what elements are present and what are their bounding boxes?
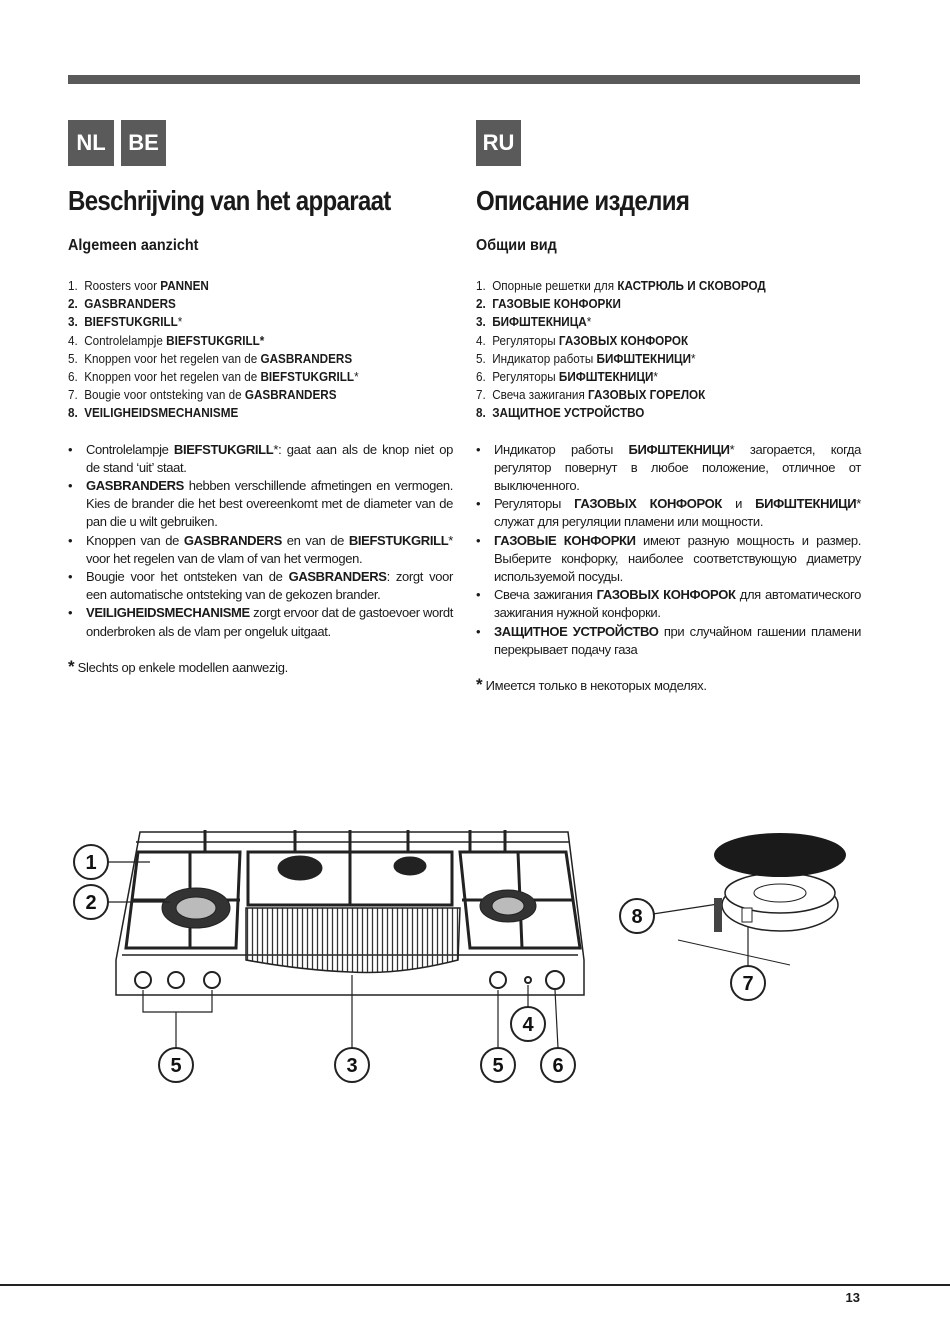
language-badge-ru: RU: [476, 120, 521, 166]
list-item: 3. BIEFSTUKGRILL*: [68, 314, 183, 330]
language-badge-nl: NL: [68, 120, 114, 166]
burner-detail: [678, 833, 846, 965]
list-item: • VEILIGHEIDSMECHANISME zorgt ervoor dat de gastoevoer wordt onderbroken als de vlam per ongeluk uitgaat.: [68, 604, 453, 640]
list-item: 2. GASBRANDERS: [68, 296, 176, 312]
section-heading: Общии вид: [476, 237, 557, 254]
language-badge-be: BE: [121, 120, 166, 166]
callout-label: 1: [85, 852, 97, 874]
list-item: • Controlelampje BIEFSTUKGRILL*: gaat aan als de knop niet op de stand ‘uit’ staat.: [68, 441, 453, 477]
list-item: • Свеча зажигания ГАЗОВЫХ КОНФОРОК для автоматического зажигания нужной конфорки.: [476, 586, 861, 622]
section-heading: Algemeen aanzicht: [68, 237, 199, 254]
callout-label: 3: [346, 1055, 358, 1077]
bottom-rule: [0, 1284, 950, 1286]
grill-plate: [246, 908, 460, 973]
list-item: 1. Roosters voor PANNEN: [68, 278, 209, 293]
callout-label: 5: [492, 1055, 504, 1077]
control-knobs: [135, 971, 564, 989]
list-item: • ЗАЩИТНОЕ УСТРОЙСТВО при случайном гашении пламени перекрывает подачу газа: [476, 623, 861, 659]
page-title: Описание изделия: [476, 185, 690, 216]
list-item: 1. Опорные решетки для КАСТРЮЛЬ И СКОВОРОД: [476, 278, 766, 293]
footnote: * Slechts op enkele modellen aanwezig.: [68, 656, 288, 676]
footnote: * Имеется только в некоторых моделях.: [476, 675, 707, 695]
list-item: • Регуляторы ГАЗОВЫХ КОНФОРОК и БИФШТЕКНИЦИ* служат для регуляции пламени или мощности.: [476, 495, 861, 531]
list-item: 5. Knoppen voor het regelen van de GASBRANDERS: [68, 350, 353, 366]
page-title: Beschrijving van het apparaat: [68, 185, 391, 216]
list-item: 5. Индикатор работы БИФШТЕКНИЦИ*: [476, 350, 696, 366]
page-number: 13: [845, 1290, 860, 1305]
callout-label: 8: [631, 906, 643, 928]
callout-label: 5: [170, 1055, 182, 1077]
list-item: • GASBRANDERS hebben verschillende afmetingen en vermogen. Kies de brander die het best overeenkomt met de diameter van de pan die u wilt gebruiken.: [68, 477, 453, 532]
list-item: 6. Knoppen voor het regelen van de BIEFSTUKGRILL*: [68, 369, 359, 385]
list-item: 7. Свеча зажигания ГАЗОВЫХ ГОРЕЛОК: [476, 387, 706, 403]
list-item: 7. Bougie voor ontsteking van de GASBRANDERS: [68, 387, 337, 403]
list-item: 4. Controlelampje BIEFSTUKGRILL*: [68, 332, 265, 348]
list-item: 8. ЗАЩИТНОЕ УСТРОЙСТВО: [476, 405, 645, 421]
list-item: 2. ГАЗОВЫЕ КОНФОРКИ: [476, 296, 621, 312]
list-item: 3. БИФШТЕКНИЦА*: [476, 314, 592, 330]
callout-label: 7: [742, 973, 754, 995]
list-item: • ГАЗОВЫЕ КОНФОРКИ имеют разную мощность и размер. Выберите конфорку, наиболее соответствующую диаметру используемой посуды.: [476, 532, 861, 587]
list-item: • Bougie voor het ontsteken van de GASBRANDERS: zorgt voor een automatische ontsteking van de gekozen brander.: [68, 568, 453, 604]
list-item: 6. Регуляторы БИФШТЕКНИЦИ*: [476, 369, 658, 385]
list-item: • Индикатор работы БИФШТЕКНИЦИ* загорается, когда регулятор повернут в любое положение, отличное от выключенного.: [476, 441, 861, 496]
callout-label: 2: [85, 892, 97, 914]
callout-label: 4: [522, 1014, 534, 1036]
list-item: • Knoppen van de GASBRANDERS en van de BIEFSTUKGRILL* voor het regelen van de vlam of van het vermogen.: [68, 532, 453, 568]
list-item: 8. VEILIGHEIDSMECHANISME: [68, 405, 239, 421]
list-item: 4. Регуляторы ГАЗОВЫХ КОНФОРОК: [476, 332, 689, 348]
callout-label: 6: [552, 1055, 564, 1077]
